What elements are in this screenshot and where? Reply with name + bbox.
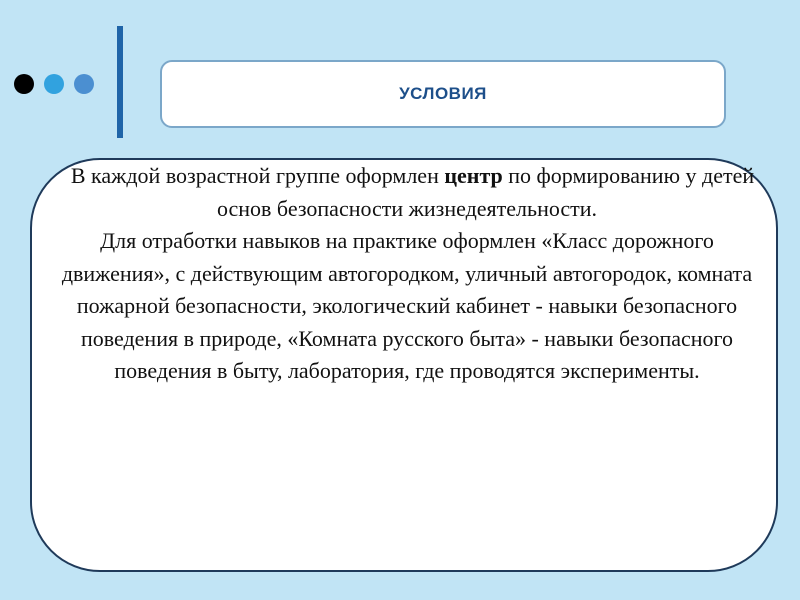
bullet-dot-light-blue [44,74,64,94]
vertical-divider [117,26,123,138]
title-box [160,60,726,128]
content-paragraph-1 [52,160,762,225]
slide-title: УСЛОВИЯ [399,84,487,103]
paragraph-1-bold-word: центр [444,163,503,188]
bullet-dot-black [14,74,34,94]
bullet-dot-blue [74,74,94,94]
paragraph-1-text-end: по формированию у детей основ безопасности жизнедеятельности. [216,163,755,221]
paragraph-1-text-start: В каждой возрастной группе оформлен [70,163,445,188]
content-text [52,160,762,388]
decorative-bullets [14,74,94,94]
content-paragraph-2: Для отработки навыков на практике оформлен «Класс дорожного движения», с действующим автогородком, уличный автогородок, комната пожарной безопасности, экологический кабинет - навыки безопасного поведения в природе, «Комната русского быта» - навыки безопасного поведения в быту, лаборатория, где проводятся эксперименты. [61,228,753,383]
